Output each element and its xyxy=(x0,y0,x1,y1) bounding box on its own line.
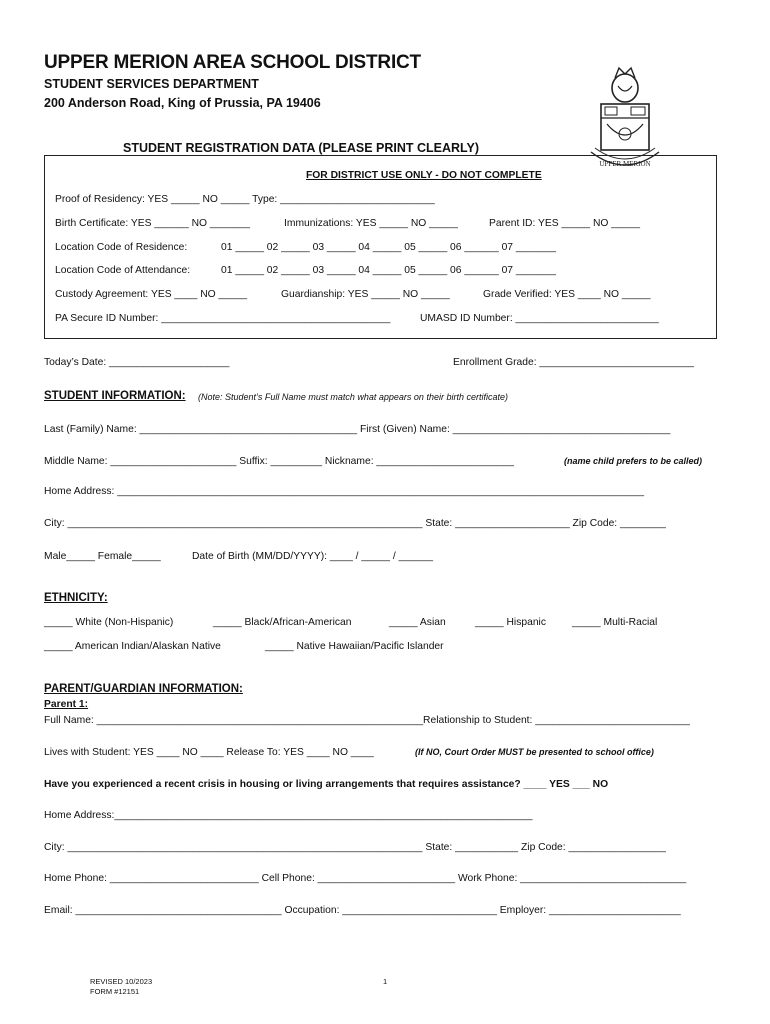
ethnicity-asian[interactable]: _____ Asian xyxy=(389,617,446,628)
grade-verified-field: Grade Verified: YES ____ NO _____ xyxy=(483,289,651,300)
student-info-heading: STUDENT INFORMATION: xyxy=(44,390,186,402)
housing-crisis-question[interactable]: Have you experienced a recent crisis in housing or living arrangements that requires assistance? ____ YES ___ NO xyxy=(44,779,609,790)
revision-date: REVISED 10/2023 xyxy=(90,977,153,986)
student-city-field[interactable]: City: ______________________________________________________________ State: ____________________ Zip Code: ________ xyxy=(44,518,666,529)
page-number: 1 xyxy=(383,977,388,986)
ethnicity-hispanic[interactable]: _____ Hispanic xyxy=(475,617,546,628)
form-title: STUDENT REGISTRATION DATA (PLEASE PRINT CLEARLY) xyxy=(123,141,480,155)
gender-field[interactable]: Male_____ Female_____ xyxy=(44,551,161,562)
court-order-note: (If NO, Court Order MUST be presented to school office) xyxy=(415,747,654,757)
student-name-field[interactable]: Last (Family) Name: ______________________________________ First (Given) Name: ______________________________________ xyxy=(44,424,671,435)
form-number: FORM #12151 xyxy=(90,987,140,996)
parent-id-field: Parent ID: YES _____ NO _____ xyxy=(489,218,640,229)
office-box-title: FOR DISTRICT USE ONLY - DO NOT COMPLETE xyxy=(306,170,542,181)
location-attendance-codes: 01 _____ 02 _____ 03 _____ 04 _____ 05 _____ 06 ______ 07 _______ xyxy=(221,265,556,276)
proof-residency-field: Proof of Residency: YES _____ NO _____ Type: ___________________________ xyxy=(55,194,435,205)
date-of-birth-field[interactable]: Date of Birth (MM/DD/YYYY): ____ / _____ / ______ xyxy=(192,551,433,562)
umasd-id-field: UMASD ID Number: _________________________ xyxy=(420,313,659,324)
parent-info-heading: PARENT/GUARDIAN INFORMATION: xyxy=(44,683,243,695)
guardianship-field: Guardianship: YES _____ NO _____ xyxy=(281,289,450,300)
birth-certificate-field: Birth Certificate: YES ______ NO _______ xyxy=(55,218,250,229)
parent-1-label: Parent 1: xyxy=(44,699,89,710)
nickname-note: (name child prefers to be called) xyxy=(564,456,703,466)
student-name-note: (Note: Student’s Full Name must match what appears on their birth certificate) xyxy=(198,392,508,402)
lives-with-field[interactable]: Lives with Student: YES ____ NO ____ Release To: YES ____ NO ____ xyxy=(44,747,374,758)
department-name: STUDENT SERVICES DEPARTMENT xyxy=(44,77,259,91)
custody-agreement-field: Custody Agreement: YES ____ NO _____ xyxy=(55,289,248,300)
location-residence-label: Location Code of Residence: xyxy=(55,242,188,253)
ethnicity-heading: ETHNICITY: xyxy=(44,592,108,604)
todays-date-field[interactable]: Today’s Date: _____________________ xyxy=(44,357,230,368)
ethnicity-pacific-islander[interactable]: _____ Native Hawaiian/Pacific Islander xyxy=(265,641,444,652)
parent-city-field[interactable]: City: ______________________________________________________________ State: ___________ Zip Code: _________________ xyxy=(44,842,666,853)
pa-secure-id-field: PA Secure ID Number: ________________________________________ xyxy=(55,313,391,324)
email-occupation-fields[interactable]: Email: ____________________________________ Occupation: ___________________________ Employer: _______________________ xyxy=(44,905,681,916)
location-residence-codes: 01 _____ 02 _____ 03 _____ 04 _____ 05 _____ 06 ______ 07 _______ xyxy=(221,242,556,253)
middle-name-field[interactable]: Middle Name: ______________________ Suffix: _________ Nickname: ________________________ xyxy=(44,456,514,467)
ethnicity-white[interactable]: _____ White (Non-Hispanic) xyxy=(44,617,174,628)
ethnicity-american-indian[interactable]: _____ American Indian/Alaskan Native xyxy=(44,641,221,652)
parent-name-field[interactable]: Full Name: _________________________________________________________Relationship to Student: ___________________________ xyxy=(44,715,690,726)
ethnicity-black[interactable]: _____ Black/African-American xyxy=(213,617,352,628)
location-attendance-label: Location Code of Attendance: xyxy=(55,265,191,276)
ethnicity-multiracial[interactable]: _____ Multi-Racial xyxy=(572,617,658,628)
svg-text:UPPER MERION: UPPER MERION xyxy=(599,160,651,168)
enrollment-grade-field[interactable]: Enrollment Grade: ___________________________ xyxy=(453,357,695,368)
parent-address-field[interactable]: Home Address:_________________________________________________________________________ xyxy=(44,810,533,821)
district-title: UPPER MERION AREA SCHOOL DISTRICT xyxy=(44,52,421,73)
student-address-field[interactable]: Home Address: ____________________________________________________________________________________________ xyxy=(44,486,645,497)
district-address: 200 Anderson Road, King of Prussia, PA 19406 xyxy=(44,96,321,110)
phone-fields[interactable]: Home Phone: __________________________ Cell Phone: ________________________ Work Phone: _____________________________ xyxy=(44,873,687,884)
immunizations-field: Immunizations: YES _____ NO _____ xyxy=(284,218,458,229)
